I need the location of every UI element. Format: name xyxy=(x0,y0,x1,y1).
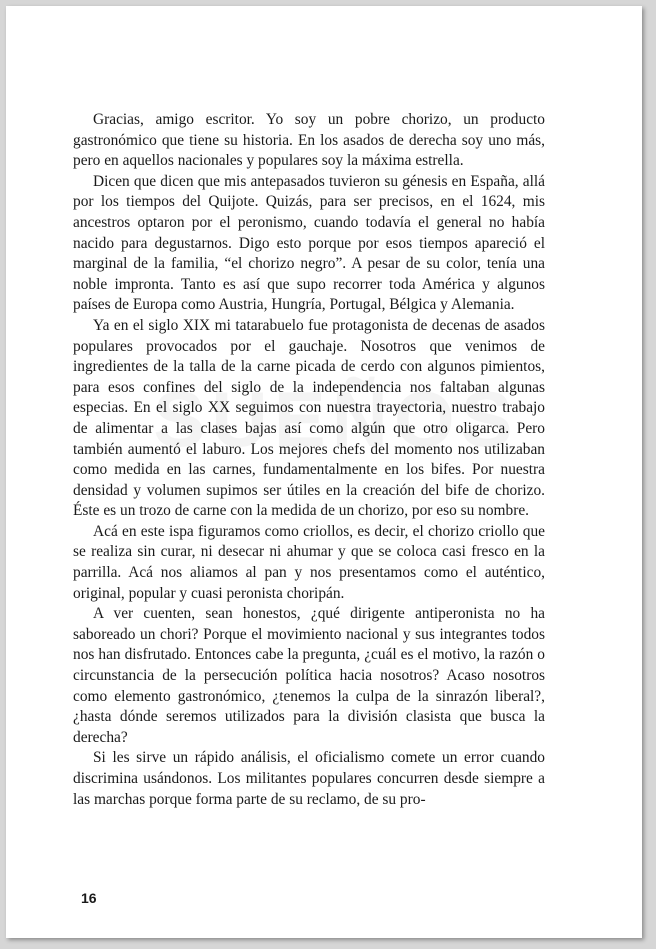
page-number: 16 xyxy=(81,890,97,906)
paragraph-5: A ver cuenten, sean honestos, ¿qué dirigente antiperonista no ha saboreado un chori? Porque el movimiento nacional y sus integrantes todos nos han disfrutado. Entonces cabe la pregunta, ¿cuál es el motivo, la razón o circunstancia de la persecución política hacia nosotros? Acaso nosotros como elemento gastronómico, ¿tenemos la culpa de la sinrazón liberal?, ¿hasta dónde seremos utilizados para la división clasista que busca la derecha? xyxy=(73,605,545,746)
paragraph-4: Acá en este ispa figuramos como criollos, es decir, el chorizo criollo que se realiza sin curar, ni desecar ni ahumar y que se coloca casi fresco en la parrilla. Acá nos aliamos al pan y nos presentamos como el auténtico, original, popular y cuasi peronista choripán. xyxy=(73,522,545,602)
body-text xyxy=(73,110,545,810)
paragraph-1: Gracias, amigo escritor. Yo soy un pobre chorizo, un producto gastronómico que tiene su historia. En los asados de derecha soy uno más, pero en aquellos nacionales y populares soy la máxima estrella. xyxy=(73,111,545,170)
paragraph-3: Ya en el siglo XIX mi tatarabuelo fue protagonista de decenas de asados populares provocados por el gauchaje. Nosotros que venimos de ingredientes de la talla de la carne picada de cerdo con algunos pimientos, para esos confines del siglo de la independencia nos faltaban algunas especias. En el siglo XX seguimos con nuestra trayectoria, nuestro trabajo de alimentar a las clases bajas así como algún que otro oligarca. Pero también aumentó el laburo. Los mejores chefs del momento nos utilizaban como medida en las carnes, fundamentalmente en los bifes. Por nuestra densidad y volumen supimos ser útiles en la creación del bife de chorizo. Éste es un trozo de carne con la medida de un chorizo, por eso su nombre. xyxy=(73,316,545,520)
book-page xyxy=(6,6,642,938)
paragraph-2: Dicen que dicen que mis antepasados tuvieron su génesis en España, allá por los tiempos del Quijote. Quizás, para ser precisos, en el 1624, mis ancestros optaron por el peronismo, cuando todavía el general no había nacido para degustarnos. Digo esto porque por esos tiempos apareció el marginal de la familia, “el chorizo negro”. A pesar de su color, tenía una noble impronta. Tanto es así que supo recorrer toda América y algunos países de Europa como Austria, Hungría, Portugal, Bélgica y Alemania. xyxy=(73,172,545,314)
paragraph-6: Si les sirve un rápido análisis, el oficialismo comete un error cuando discrimina usándonos. Los militantes populares concurren desde siempre a las marchas porque forma parte de su reclamo, de su pro- xyxy=(73,749,545,808)
